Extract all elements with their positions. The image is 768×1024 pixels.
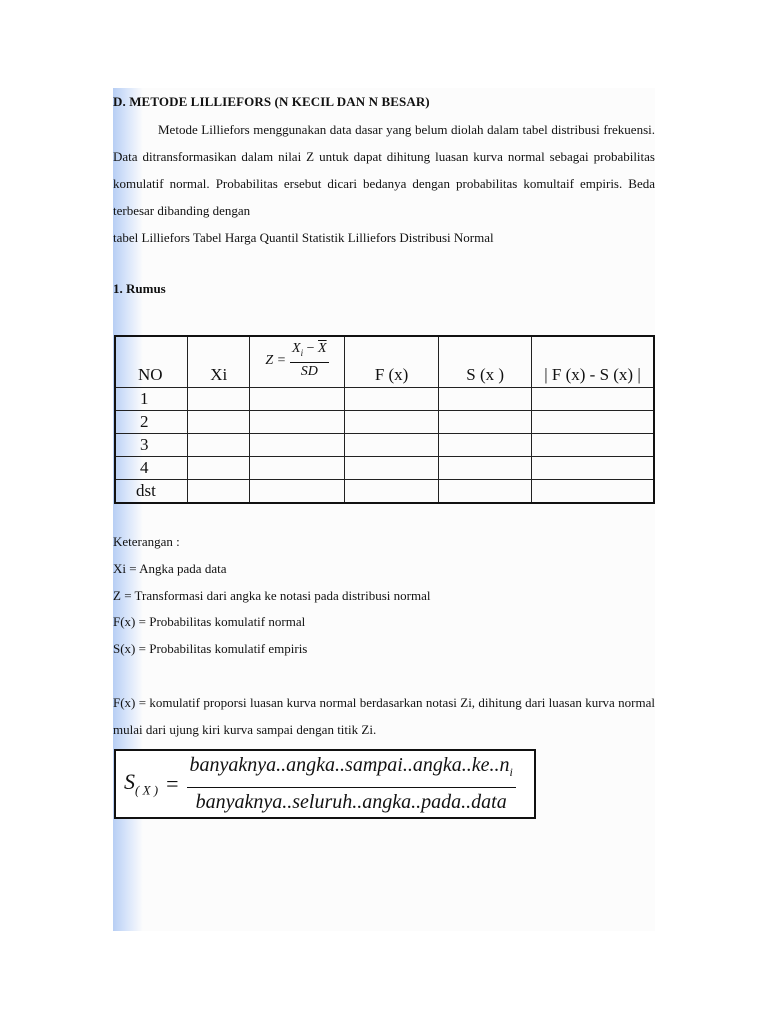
keterangan-item-fx: F(x) = Probabilitas komulatif normal <box>113 614 306 629</box>
formula-lhs-sub: ( X ) <box>135 782 159 798</box>
z-num-minus: − <box>303 341 319 357</box>
keterangan-title: Keterangan : <box>113 534 180 549</box>
keterangan-item-xi: Xi = Angka pada data <box>113 561 227 576</box>
header-z-formula <box>250 336 345 388</box>
table-row <box>115 457 654 480</box>
cell-xi <box>188 411 250 434</box>
keterangan-item-sx: S(x) = Probabilitas komulatif empiris <box>113 641 308 656</box>
lilliefors-table <box>114 335 655 504</box>
z-num-xbar: $\overline{X}$ <box>318 341 327 357</box>
cell-sx <box>439 388 532 411</box>
cell-sx <box>439 411 532 434</box>
fx-explanation-paragraph: F(x) = komulatif proporsi luasan kurva normal berdasarkan notasi Zi, dihitung dari luasan kurva normal mulai dari ujung kiri kurva sampai dengan titik Zi. <box>113 695 655 737</box>
header-xi: Xi <box>188 336 250 388</box>
cell-fx <box>344 434 439 457</box>
cell-fx <box>344 411 439 434</box>
cell-z <box>250 411 345 434</box>
row-no: 1 <box>115 388 188 411</box>
table-row <box>115 480 654 504</box>
cell-z <box>250 388 345 411</box>
sx-formula-box <box>114 749 536 819</box>
formula-numerator-sub: i <box>509 765 513 779</box>
intro-last-line: tabel Lilliefors Tabel Harga Quantil Statistik Lilliefors Distribusi Normal <box>113 230 494 245</box>
header-diff-text: F (x) - S (x) <box>551 365 634 384</box>
cell-fx <box>344 457 439 480</box>
header-sx: S (x ) <box>439 336 532 388</box>
z-num-x: X <box>292 341 301 357</box>
formula-fraction <box>187 752 516 816</box>
section-heading: D. METODE LILLIEFORS (N KECIL DAN N BESAR) <box>113 94 430 109</box>
cell-z <box>250 457 345 480</box>
z-num-sub: i <box>300 348 304 358</box>
z-formula-lhs: Z = <box>265 352 287 368</box>
cell-xi <box>188 434 250 457</box>
formula-equals: = <box>166 771 179 796</box>
z-formula-fraction <box>290 340 329 381</box>
header-no: NO <box>115 336 188 388</box>
cell-fx <box>344 388 439 411</box>
formula-lhs-s: S <box>124 769 135 795</box>
table-header-row <box>115 336 654 388</box>
table-row <box>115 388 654 411</box>
cell-fx <box>344 480 439 504</box>
table-row <box>115 434 654 457</box>
cell-diff <box>531 457 654 480</box>
z-formula <box>265 340 328 381</box>
table-row <box>115 411 654 434</box>
row-no: 3 <box>115 434 188 457</box>
cell-sx <box>439 434 532 457</box>
cell-diff <box>531 388 654 411</box>
intro-paragraph-text: Metode Lilliefors menggunakan data dasar yang belum diolah dalam tabel distribusi frekuensi. Data ditransformasikan dalam nilai Z untuk dapat dihitung luasan kurva normal sebagai probabilitas komulatif normal. Probabilitas ersebut dicari bedanya dengan probabilitas komultaif empiris. Beda terbesar dibanding dengan <box>113 122 655 218</box>
cell-diff <box>531 411 654 434</box>
cell-sx <box>439 480 532 504</box>
abs-bar-right: | <box>637 365 641 384</box>
z-formula-denominator: SD <box>300 364 318 379</box>
formula-numerator <box>187 752 516 788</box>
z-formula-numerator <box>290 340 329 363</box>
cell-diff <box>531 480 654 504</box>
formula-numerator-text: banyaknya..angka..sampai..angka..ke..n <box>189 754 510 776</box>
formula-denominator: banyaknya..seluruh..angka..pada..data <box>195 791 507 813</box>
cell-sx <box>439 457 532 480</box>
cell-z <box>250 434 345 457</box>
cell-xi <box>188 480 250 504</box>
row-no: 4 <box>115 457 188 480</box>
abs-bar-left: | <box>544 365 548 384</box>
rumus-heading: 1. Rumus <box>113 281 166 296</box>
cell-z <box>250 480 345 504</box>
intro-paragraph <box>113 116 655 224</box>
row-no: dst <box>115 480 188 504</box>
cell-diff <box>531 434 654 457</box>
header-fx: F (x) <box>344 336 439 388</box>
row-no: 2 <box>115 411 188 434</box>
cell-xi <box>188 457 250 480</box>
header-diff <box>531 336 654 388</box>
keterangan-item-z: Z = Transformasi dari angka ke notasi pada distribusi normal <box>113 588 431 603</box>
formula-lhs <box>124 769 158 798</box>
cell-xi <box>188 388 250 411</box>
